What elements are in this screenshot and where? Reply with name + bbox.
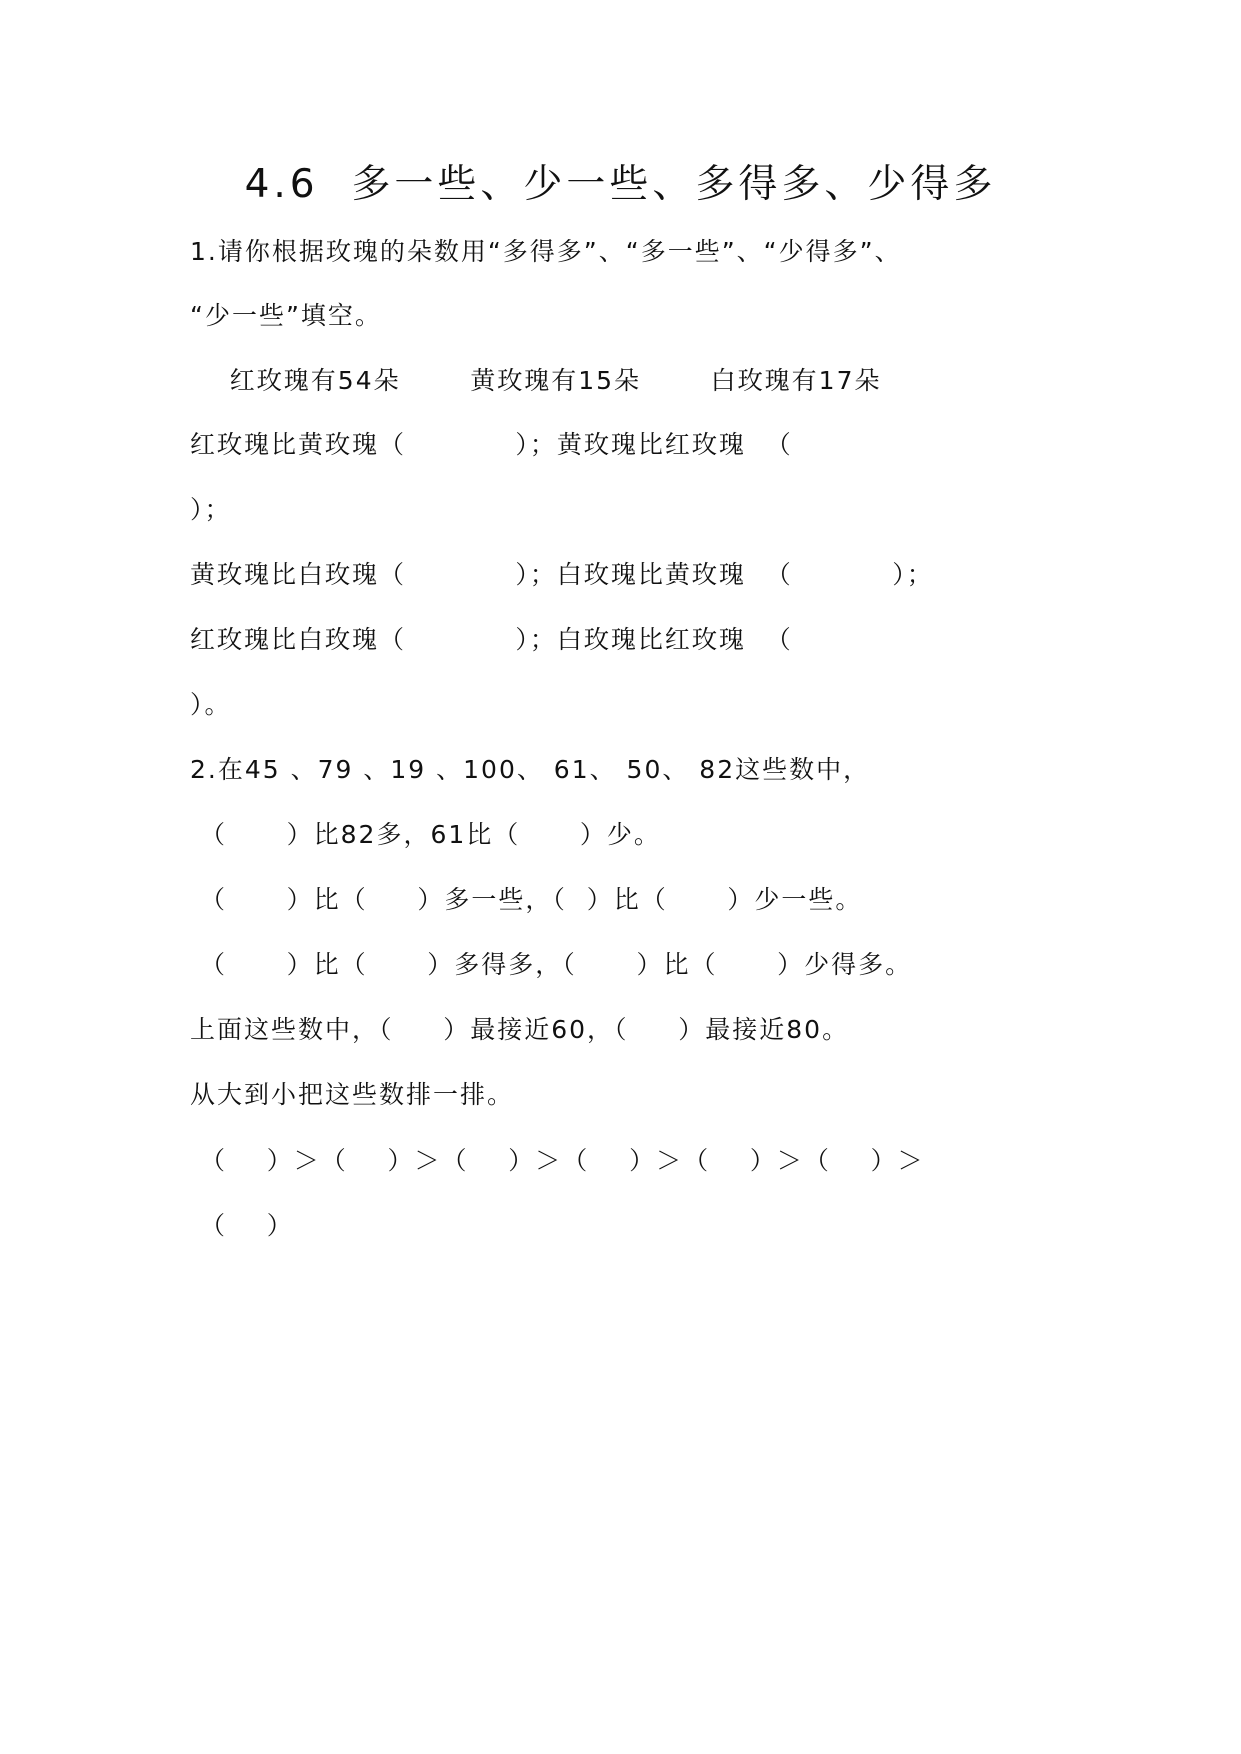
q1-instruction-line1: 1.请你根据玫瑰的朵数用“多得多”、“多一些”、“少得多”、 [190, 237, 902, 266]
q1-row3: 红玫瑰比白玫瑰（ ）；白玫瑰比红玫瑰 （ [190, 625, 793, 654]
q2-line1: （ ）比82多，61比（ ）少。 [190, 820, 661, 849]
q2-line4: 上面这些数中，（ ）最接近60，（ ）最接近80。 [190, 1015, 850, 1044]
q2-intro: 2.在45 、79 、19 、100、 61、 50、 82这些数中， [190, 755, 871, 784]
q1-rose-counts: 红玫瑰有54朵 黄玫瑰有15朵 白玫瑰有17朵 [190, 366, 882, 395]
q2-line2: （ ）比（ ）多一些，（ ）比（ ）少一些。 [190, 885, 863, 914]
q1-instruction-line2: “少一些”填空。 [190, 301, 382, 330]
q1-row2: 黄玫瑰比白玫瑰（ ）；白玫瑰比黄玫瑰 （ ）； [190, 560, 934, 589]
q2-line5: 从大到小把这些数排一排。 [190, 1080, 515, 1109]
q2-line6: （ ）＞（ ）＞（ ）＞（ ）＞（ ）＞（ ）＞ [190, 1146, 925, 1175]
q1-row1-end: ）； [190, 495, 232, 524]
q2-line3: （ ）比（ ）多得多，（ ）比（ ）少得多。 [190, 950, 913, 979]
q2-line7: （ ） [190, 1211, 294, 1240]
page-title: 4.6 多一些、少一些、多得多、少得多 [244, 162, 997, 207]
q1-row1: 红玫瑰比黄玫瑰（ ）；黄玫瑰比红玫瑰 （ [190, 430, 793, 459]
q1-row3-end: ）。 [190, 690, 232, 719]
